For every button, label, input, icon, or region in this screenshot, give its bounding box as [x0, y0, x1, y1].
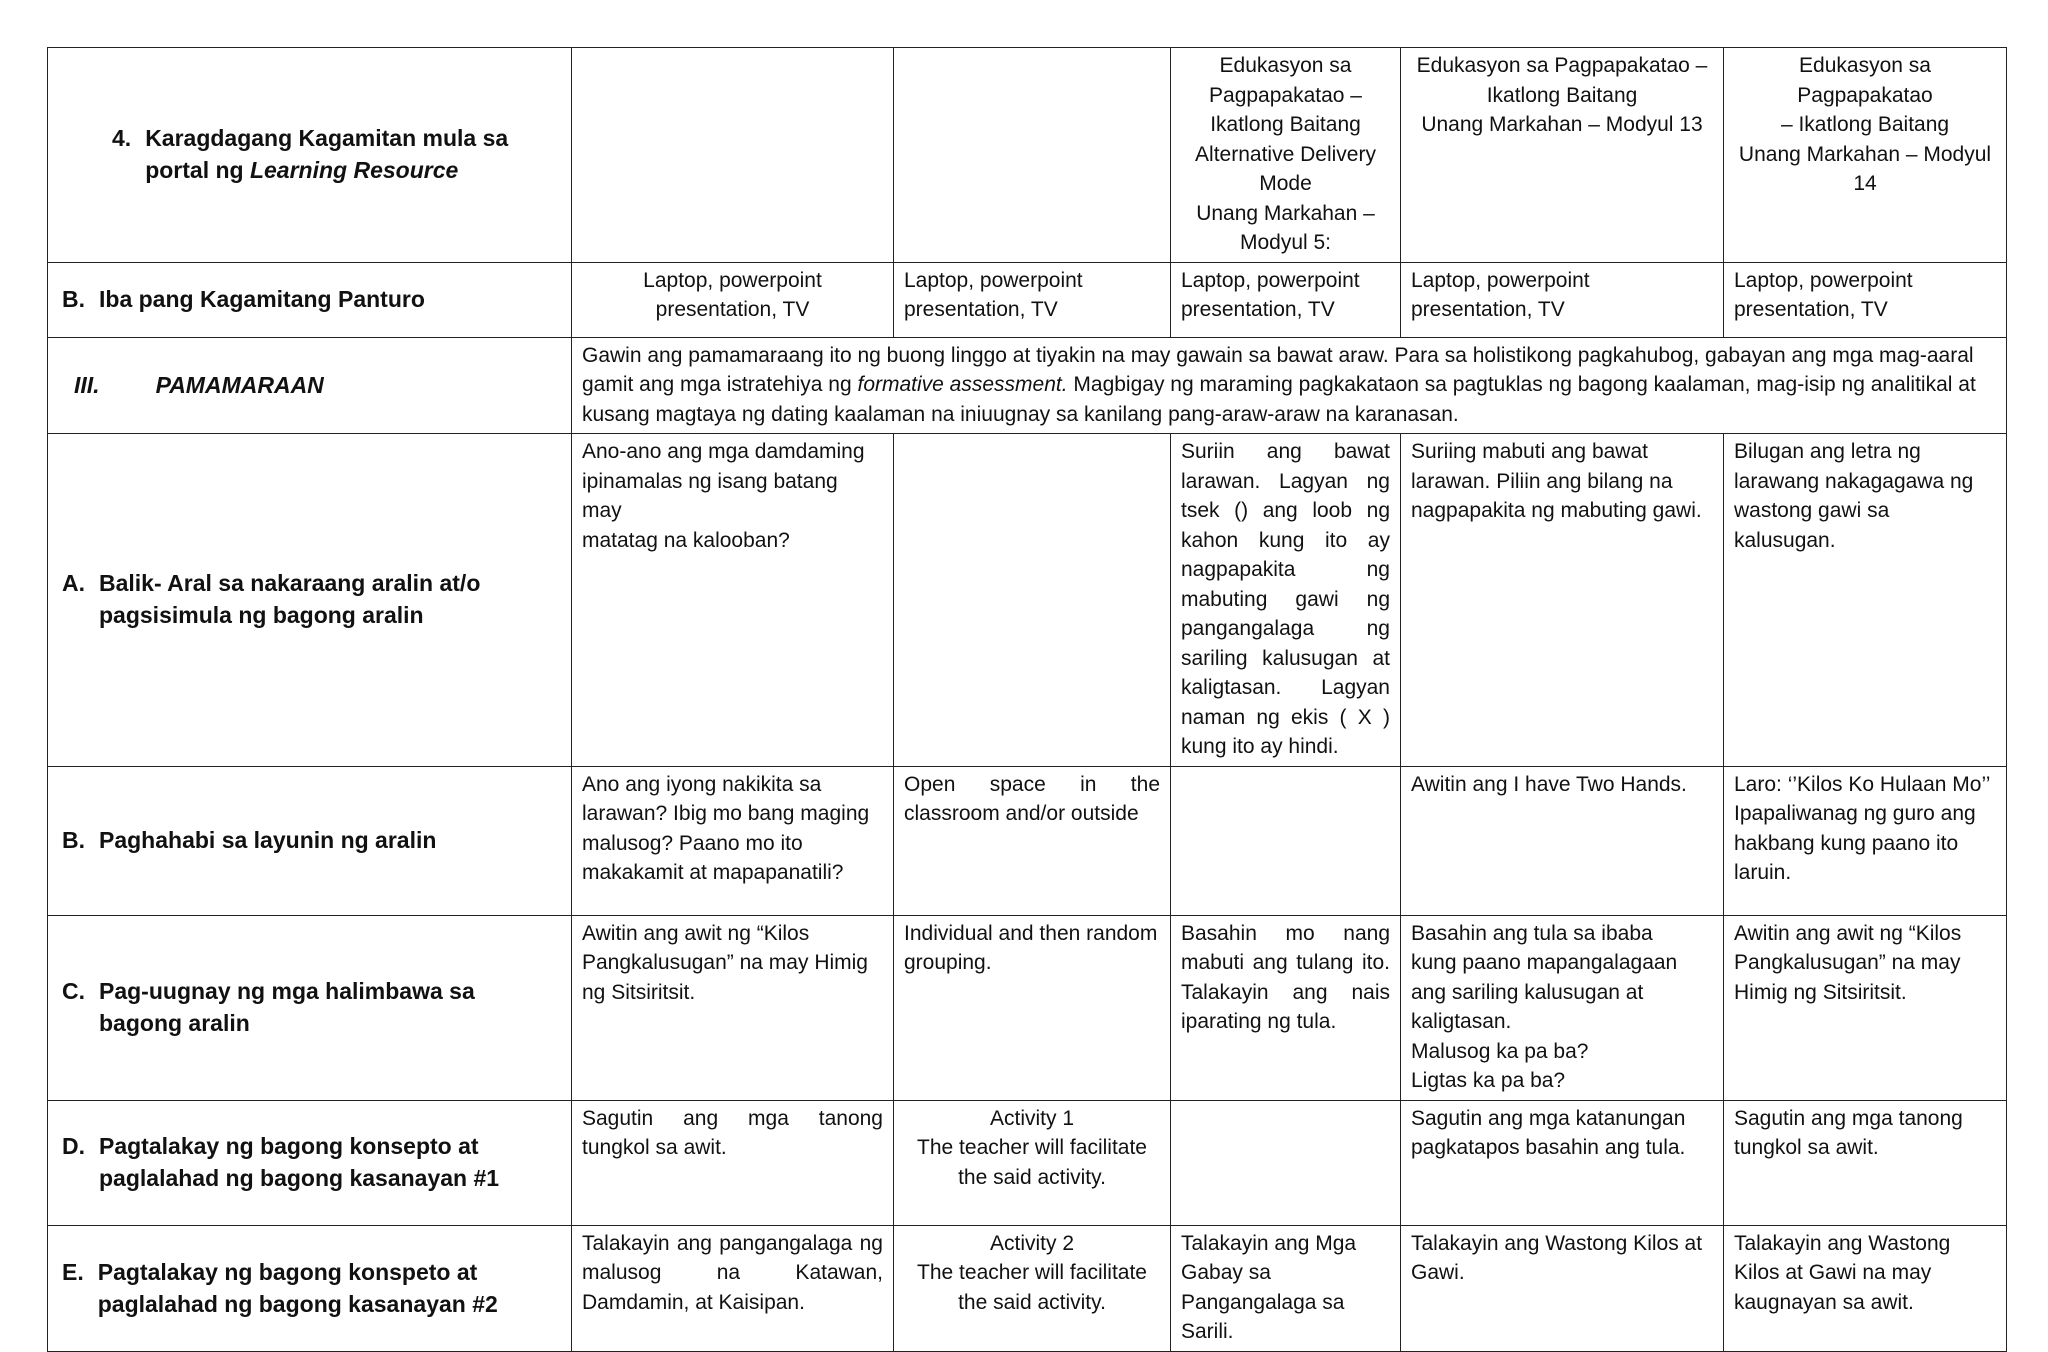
row-label-text: Pagtalakay ng bagong konspeto at paglalahad ng bagong kasanayan #2	[97, 1258, 498, 1317]
row-label-cell	[48, 337, 572, 434]
cell-thursday	[1401, 915, 1724, 1100]
text-line: kung paano mapangalagaan	[1411, 951, 1678, 974]
cell-tuesday	[894, 1100, 1171, 1225]
text-line: Mode	[1259, 172, 1312, 195]
text-line: Alternative Delivery	[1195, 142, 1376, 166]
text-line: kaligtasan.	[1411, 1010, 1512, 1033]
row-number: B.	[62, 286, 85, 312]
text-line: Edukasyon sa Pagpapakatao	[1797, 54, 1937, 107]
text-line: Unang Markahan – Modyul 13	[1421, 113, 1703, 136]
text-line: matatag na kalooban?	[582, 528, 790, 552]
cell-monday: Talakayin ang pangangalaga ng malusog na Katawan, Damdamin, at Kaisipan.	[572, 1225, 894, 1351]
row-label	[62, 975, 561, 1039]
text-line: Ikatlong Baitang	[1486, 83, 1638, 107]
text-line: Unang Markahan –	[1196, 201, 1375, 225]
row-label-cell	[48, 915, 572, 1100]
cell-thursday	[1401, 48, 1724, 263]
row-label	[62, 283, 561, 315]
row-label-cell	[48, 1225, 572, 1351]
lesson-plan-table	[47, 47, 2007, 1352]
text-line: ipinamalas ng isang batang	[582, 469, 838, 493]
pamamaraan-instructions	[572, 337, 2007, 434]
text-line: Ano-ano ang mga damdaming	[582, 440, 865, 463]
cell-wednesday	[1171, 1100, 1401, 1225]
instruction-emphasis: formative assessment.	[857, 373, 1068, 396]
cell-friday: Bilugan ang letra ng larawang nakagagawa ng wastong gawi sa kalusugan.	[1724, 434, 2007, 767]
text-line: ang sariling kalusugan at	[1411, 980, 1644, 1004]
instruction-text: Magbigay ng maraming pagkakataon sa pagtuklas ng bagong kaalaman, mag-isip ng analitikal at kusang magtaya ng dating kaalaman na iniuugnay sa kanilang pang-araw-araw na karanasan.	[582, 373, 1976, 426]
text-line: Edukasyon sa Pagpapakatao –	[1416, 54, 1708, 77]
cell-wednesday: Talakayin ang Mga Gabay sa Pangangalaga sa Sarili.	[1171, 1225, 1401, 1351]
cell-wednesday	[1171, 766, 1401, 915]
row-label	[62, 824, 561, 856]
row-label	[62, 1130, 561, 1194]
cell-monday: Awitin ang awit ng “Kilos Pangkalusugan” na may Himig ng Sitsiritsit.	[572, 915, 894, 1100]
row-label-text: Paghahabi sa layunin ng aralin	[99, 827, 437, 853]
text-line: the said activity.	[958, 1165, 1106, 1189]
row-paghahabi	[48, 766, 2007, 915]
row-label	[62, 1256, 561, 1320]
cell-friday	[1724, 48, 2007, 263]
text-line: Pagpapakatao –	[1209, 83, 1362, 107]
row-karagdagang-kagamitan	[48, 48, 2007, 263]
text-line: may	[582, 499, 622, 522]
row-label-cell	[48, 434, 572, 767]
row-pagtalakay-2	[48, 1225, 2007, 1351]
cell-thursday: Suriing mabuti ang bawat larawan. Piliin ang bilang na nagpapakita ng mabuting gawi.	[1401, 434, 1724, 767]
row-iba-pang-kagamitan	[48, 262, 2007, 337]
cell-friday: Laptop, powerpoint presentation, TV	[1724, 262, 2007, 337]
cell-monday: Laptop, powerpoint presentation, TV	[572, 262, 894, 337]
text-line: the said activity.	[958, 1290, 1106, 1314]
text-line: The teacher will facilitate	[917, 1261, 1147, 1284]
row-label-text: PAMAMARAAN	[155, 371, 324, 398]
row-label-cell	[48, 48, 572, 263]
cell-tuesday: Laptop, powerpoint presentation, TV	[894, 262, 1171, 337]
cell-thursday: Talakayin ang Wastong Kilos at Gawi.	[1401, 1225, 1724, 1351]
row-number: A.	[62, 570, 85, 597]
row-number: D.	[62, 1133, 85, 1159]
row-label-cell	[48, 766, 572, 915]
cell-friday: Laro: ‘’Kilos Ko Hulaan Mo’’ Ipapaliwanag ng guro ang hakbang kung paano ito laruin.	[1724, 766, 2007, 915]
row-number: B.	[62, 827, 85, 853]
row-label-text: Balik- Aral sa nakaraang aralin at/o pagsisimula ng bagong aralin	[99, 570, 481, 629]
cell-tuesday	[894, 1225, 1171, 1351]
cell-thursday: Awitin ang I have Two Hands.	[1401, 766, 1724, 915]
text-line: Malusog ka pa ba?	[1411, 1039, 1589, 1063]
text-line: – Ikatlong Baitang	[1780, 113, 1950, 136]
row-balik-aral	[48, 434, 2007, 767]
row-pamamaraan	[48, 337, 2007, 434]
cell-wednesday: Laptop, powerpoint presentation, TV	[1171, 262, 1401, 337]
cell-monday: Ano ang iyong nakikita sa larawan? Ibig mo bang maging malusog? Paano mo ito makakamit at mapapanatili?	[572, 766, 894, 915]
row-label	[62, 122, 561, 186]
instruction-text: Gawin ang pamamaraang ito ng buong linggo at tiyakin na may gawain sa bawat araw. Para sa holistikong pagkahubog, gabayan ang mga mag-aaral gamit ang mga istratehiya ng	[582, 343, 1974, 396]
row-label-cell	[48, 1100, 572, 1225]
cell-friday: Talakayin ang Wastong Kilos at Gawi na may kaugnayan sa awit.	[1724, 1225, 2007, 1351]
row-pagtalakay-1	[48, 1100, 2007, 1225]
row-label-cell	[48, 262, 572, 337]
text-line: 14	[1853, 172, 1877, 195]
text-line: The teacher will facilitate	[917, 1136, 1147, 1159]
row-label-emphasis: Learning Resource	[249, 157, 459, 184]
cell-monday	[572, 434, 894, 767]
row-label-text	[145, 122, 561, 186]
text-line: Edukasyon sa	[1219, 54, 1352, 77]
cell-monday: Sagutin ang mga tanong tungkol sa awit.	[572, 1100, 894, 1225]
text-line: Unang Markahan – Modyul	[1738, 142, 1992, 166]
text-line: Activity 2	[989, 1231, 1075, 1255]
cell-wednesday: Suriin ang bawat larawan. Lagyan ng tsek () ang loob ng kahon kung ito ay nagpapakita ng mabuting gawi ng pangangalaga ng sariling kalusugan at kaligtasan. Lagyan naman ng ekis ( X ) kung ito ay hindi.	[1171, 434, 1401, 767]
row-number: 4.	[112, 125, 132, 152]
cell-tuesday	[894, 434, 1171, 767]
cell-wednesday	[1171, 48, 1401, 263]
text-line: Basahin ang tula sa ibaba	[1411, 921, 1653, 945]
row-label	[62, 369, 561, 401]
row-label-main: Karagdagang Kagamitan mula sa portal ng	[145, 125, 509, 184]
row-number: III.	[74, 371, 100, 398]
row-number: C.	[62, 978, 85, 1004]
cell-wednesday: Basahin mo nang mabuti ang tulang ito. Talakayin ang nais iparating ng tula.	[1171, 915, 1401, 1100]
row-pag-uugnay	[48, 915, 2007, 1100]
row-label-text: Pag-uugnay ng mga halimbawa sa bagong aralin	[99, 978, 475, 1036]
cell-tuesday: Individual and then random grouping.	[894, 915, 1171, 1100]
text-line: Ikatlong Baitang	[1210, 113, 1361, 136]
row-number: E.	[62, 1258, 84, 1285]
cell-tuesday	[894, 48, 1171, 263]
row-label-text: Iba pang Kagamitang Panturo	[99, 286, 425, 312]
cell-monday	[572, 48, 894, 263]
text-line: Modyul 5:	[1239, 231, 1332, 254]
cell-tuesday: Open space in the classroom and/or outside	[894, 766, 1171, 915]
cell-friday: Sagutin ang mga tanong tungkol sa awit.	[1724, 1100, 2007, 1225]
row-label	[62, 567, 561, 631]
text-line: Activity 1	[989, 1106, 1075, 1130]
cell-friday: Awitin ang awit ng “Kilos Pangkalusugan” na may Himig ng Sitsiritsit.	[1724, 915, 2007, 1100]
row-label-text: Pagtalakay ng bagong konsepto at paglalahad ng bagong kasanayan #1	[99, 1133, 500, 1191]
cell-thursday: Sagutin ang mga katanungan pagkatapos basahin ang tula.	[1401, 1100, 1724, 1225]
text-line: Ligtas ka pa ba?	[1411, 1069, 1566, 1092]
cell-thursday: Laptop, powerpoint presentation, TV	[1401, 262, 1724, 337]
